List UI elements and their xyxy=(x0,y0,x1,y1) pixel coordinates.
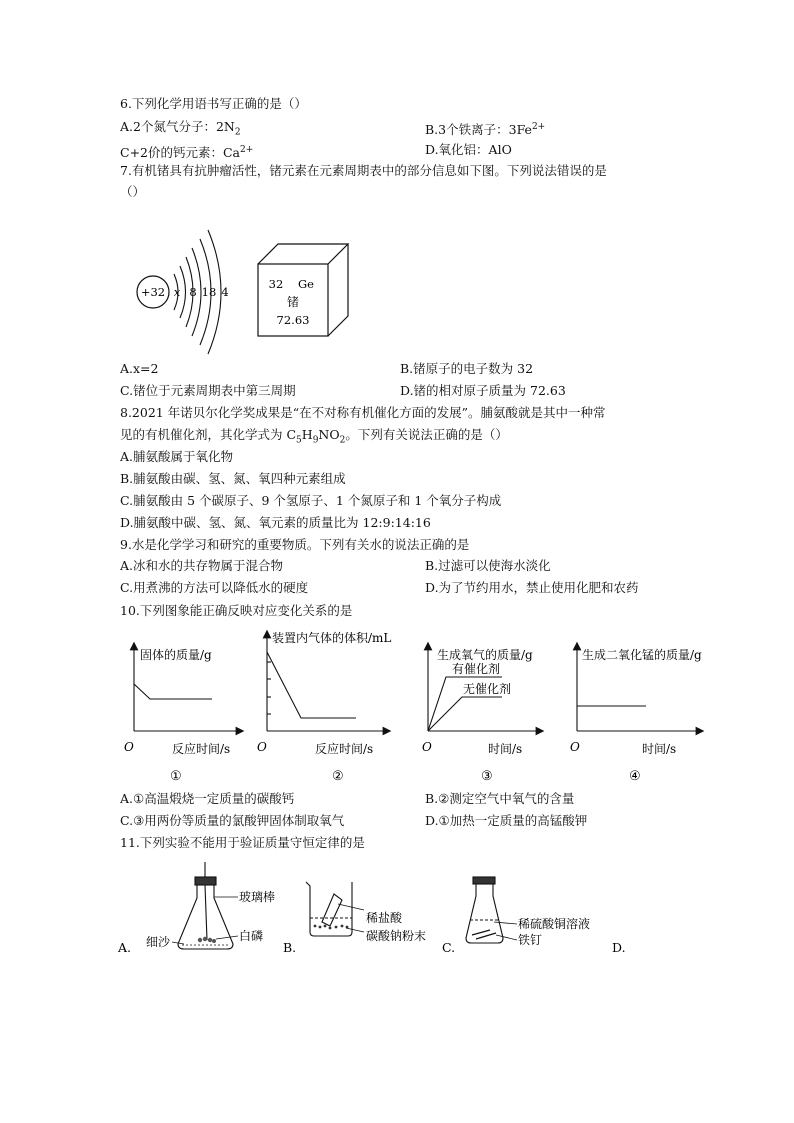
q10-option-b: B.②测定空气中氧气的含量 xyxy=(425,791,575,806)
graph-3-curve-no-catalyst xyxy=(428,697,502,731)
label-hydrochloric-acid: 稀盐酸 xyxy=(366,911,403,925)
graph-2-origin: O xyxy=(257,740,267,754)
q11-apparatus xyxy=(110,860,650,960)
germanium-element-card xyxy=(256,242,352,338)
q10-stem: 10.下列图象能正确反映对应变化关系的是 xyxy=(120,603,353,618)
q7-option-a: A.x=2 xyxy=(120,361,159,376)
atomic-number: 32 xyxy=(268,277,284,291)
q8-option-a: A.脯氨酸属于氧化物 xyxy=(120,449,234,464)
flask-c xyxy=(466,877,503,943)
q6-option-c: C+2价的钙元素：$Ca^{2+}$ xyxy=(120,145,254,161)
q7-option-d: D.锗的相对原子质量为 72.63 xyxy=(400,383,566,398)
q11-option-a: A. xyxy=(118,940,132,955)
q10-graphs xyxy=(110,624,730,786)
q9-option-d: D.为了节约用水，禁止使用化肥和农药 xyxy=(425,580,639,595)
graph-1-curve xyxy=(134,684,212,699)
graph-3-ylabel: 生成氧气的质量/g xyxy=(437,648,533,662)
shell-electrons-2: 8 xyxy=(189,285,197,299)
graph-3-line2: 无催化剂 xyxy=(463,682,512,696)
graph-4-number: ④ xyxy=(629,769,641,784)
q9-stem: 9.水是化学学习和研究的重要物质。下列有关水的说法正确的是 xyxy=(120,537,470,552)
label-iron-nail: 铁钉 xyxy=(518,933,543,947)
iron-nail-icon xyxy=(472,930,496,939)
graph-3-origin: O xyxy=(422,740,432,754)
graph-3-number: ③ xyxy=(481,769,493,784)
label-white-phosphorus: 白磷 xyxy=(239,929,264,943)
label-glass-rod: 玻璃棒 xyxy=(239,890,276,904)
graph-4-origin: O xyxy=(570,740,580,754)
germanium-atom-diagram xyxy=(130,218,242,358)
q8-option-c: C.脯氨酸由 5 个碳原子、9 个氢原子、1 个氮原子和 1 个氧分子构成 xyxy=(120,493,502,508)
graph-1-number: ① xyxy=(170,769,182,784)
q7-stem-paren: （） xyxy=(120,184,146,199)
q11-option-c: C. xyxy=(442,940,456,955)
q11-option-d: D. xyxy=(612,940,626,955)
graph-4-xlabel: 时间/s xyxy=(642,742,677,756)
element-name: 锗 xyxy=(286,295,300,309)
q8-stem-line1: 8.2021 年诺贝尔化学奖成果是“在不对称有机催化方面的发展”。脯氨酸就是其中一种常 xyxy=(120,405,606,420)
atomic-mass: 72.63 xyxy=(276,313,310,327)
q9-option-a: A.冰和水的共存物属于混合物 xyxy=(120,558,284,573)
q11-option-b: B. xyxy=(283,940,297,955)
q9-option-b: B.过滤可以使海水淡化 xyxy=(425,558,551,573)
q7-stem: 7.有机锗具有抗肿瘤活性，锗元素在元素周期表中的部分信息如下图。下列说法错误的是 xyxy=(120,163,607,178)
flask-a xyxy=(178,862,233,949)
q6-option-a: A.2个氮气分子：$2N_2$ xyxy=(120,119,241,138)
graph-2-number: ② xyxy=(332,769,344,784)
q6-option-b: B.3个铁离子：$3Fe^{2+}$ xyxy=(425,122,546,138)
q10-option-a: A.①高温煅烧一定质量的碳酸钙 xyxy=(120,791,295,806)
label-fine-sand: 细沙 xyxy=(146,935,171,949)
q10-option-d: D.①加热一定质量的高锰酸钾 xyxy=(425,813,588,828)
graph-1-ylabel: 固体的质量/g xyxy=(140,648,212,662)
q9-option-c: C.用煮沸的方法可以降低水的硬度 xyxy=(120,580,309,595)
q6-stem: 6.下列化学用语书写正确的是（） xyxy=(120,96,307,111)
shell-electrons-4: 4 xyxy=(221,285,229,299)
graph-1-xlabel: 反应时间/s xyxy=(172,742,231,756)
graph-2-xlabel: 反应时间/s xyxy=(315,742,374,756)
graph-1-origin: O xyxy=(124,740,134,754)
sodium-carbonate-powder-icon xyxy=(314,925,349,930)
shell-electrons-1: x xyxy=(173,285,181,299)
q8-option-b: B.脯氨酸由碳、氢、氮、氧四种元素组成 xyxy=(120,471,346,486)
q6-option-d: D.氧化铝：AlO xyxy=(425,142,512,157)
q8-stem-line2: 见的有机催化剂，其化学式为 $C_5H_9NO_2$。下列有关说法正确的是（） xyxy=(120,427,508,446)
q7-option-c: C.锗位于元素周期表中第三周期 xyxy=(120,383,296,398)
label-copper-sulfate: 稀硫酸铜溶液 xyxy=(518,917,591,931)
q8-option-d: D.脯氨酸中碳、氢、氮、氧元素的质量比为 12:9:14:16 xyxy=(120,515,431,530)
graph-2 xyxy=(267,634,387,731)
q11-stem: 11.下列实验不能用于验证质量守恒定律的是 xyxy=(120,835,365,850)
element-symbol: Ge xyxy=(298,277,314,291)
q7-option-b: B.锗原子的电子数为 32 xyxy=(400,361,534,376)
graph-2-curve xyxy=(267,652,356,718)
graph-4-ylabel: 生成二氧化锰的质量/g xyxy=(582,648,702,662)
nucleus-charge: +32 xyxy=(140,285,166,299)
q10-option-c: C.③用两份等质量的氯酸钾固体制取氧气 xyxy=(120,813,345,828)
graph-2-ylabel: 装置内气体的体积/mL xyxy=(272,631,392,645)
label-sodium-carbonate: 碳酸钠粉末 xyxy=(366,929,427,943)
shell-electrons-3: 18 xyxy=(201,285,217,299)
graph-3-line1: 有催化剂 xyxy=(452,662,501,676)
graph-3-xlabel: 时间/s xyxy=(488,742,523,756)
